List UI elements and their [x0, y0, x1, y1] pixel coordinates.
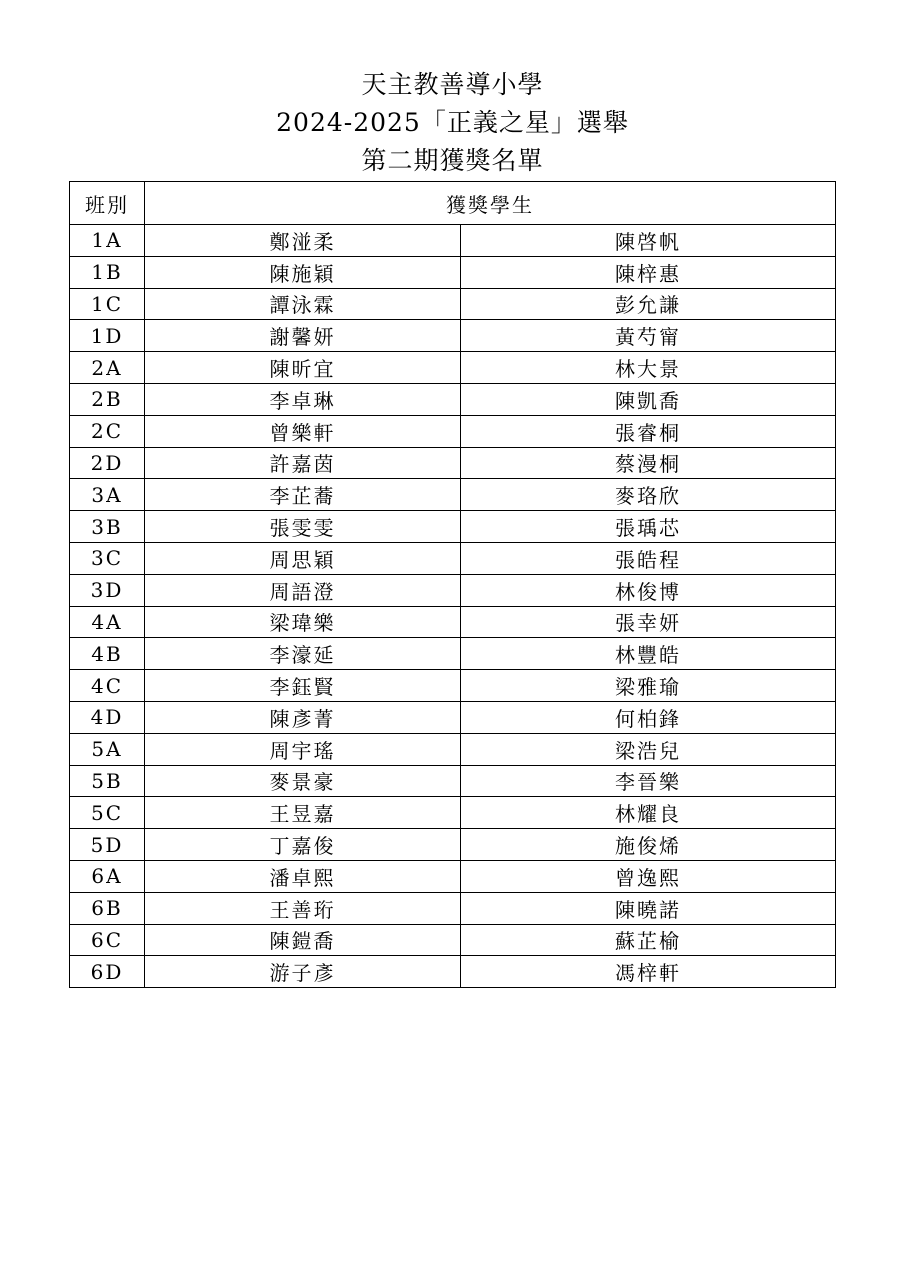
table-row [70, 415, 836, 447]
school-name: 天主教善導小學 [361, 70, 544, 99]
student-cell: 陳鎧喬 [145, 924, 461, 956]
class-cell: 6C [70, 924, 145, 956]
table-row [70, 511, 836, 543]
table-row [70, 225, 836, 257]
student-cell: 施俊烯 [461, 829, 836, 861]
class-cell: 4D [70, 701, 145, 733]
student-cell: 梁浩兒 [461, 733, 836, 765]
student-cell: 何柏鋒 [461, 701, 836, 733]
student-cell: 王善珩 [145, 892, 461, 924]
student-cell: 林耀良 [461, 797, 836, 829]
table-row [70, 956, 836, 988]
student-cell: 鄭湴柔 [145, 225, 461, 257]
document-header [0, 66, 905, 180]
table-row [70, 733, 836, 765]
class-cell: 6A [70, 860, 145, 892]
class-cell: 4A [70, 606, 145, 638]
class-cell: 3D [70, 574, 145, 606]
student-cell: 譚泳霖 [145, 288, 461, 320]
student-cell: 許嘉茵 [145, 447, 461, 479]
student-cell: 曾逸熙 [461, 860, 836, 892]
header-class: 班別 [70, 182, 145, 225]
student-cell: 謝馨妍 [145, 320, 461, 352]
student-cell: 陳彥菁 [145, 701, 461, 733]
student-cell: 陳凱喬 [461, 383, 836, 415]
student-cell: 蔡漫桐 [461, 447, 836, 479]
student-cell: 梁瑋樂 [145, 606, 461, 638]
student-cell: 陳梓惠 [461, 256, 836, 288]
table-row [70, 383, 836, 415]
class-cell: 1A [70, 225, 145, 257]
table-row [70, 606, 836, 638]
table-row [70, 860, 836, 892]
list-title: 第二期獲獎名單 [361, 146, 544, 175]
student-cell: 周思穎 [145, 542, 461, 574]
table-row [70, 479, 836, 511]
student-cell: 李鈺賢 [145, 670, 461, 702]
student-cell: 蘇芷榆 [461, 924, 836, 956]
student-cell: 張睿桐 [461, 415, 836, 447]
student-cell: 周語澄 [145, 574, 461, 606]
student-cell: 李卓琳 [145, 383, 461, 415]
table-row [70, 256, 836, 288]
table-row [70, 670, 836, 702]
student-cell: 黃芍甯 [461, 320, 836, 352]
student-cell: 游子彥 [145, 956, 461, 988]
event-title: 2024-2025「正義之星」選舉 [276, 108, 629, 137]
table-row [70, 574, 836, 606]
class-cell: 1B [70, 256, 145, 288]
student-cell: 丁嘉俊 [145, 829, 461, 861]
student-cell: 李濠延 [145, 638, 461, 670]
award-table [69, 181, 836, 988]
table-row [70, 320, 836, 352]
student-cell: 陳施穎 [145, 256, 461, 288]
student-cell: 張瑀芯 [461, 511, 836, 543]
class-cell: 2B [70, 383, 145, 415]
class-cell: 6D [70, 956, 145, 988]
table-body [70, 225, 836, 988]
table-header-row [70, 182, 836, 225]
table-row [70, 288, 836, 320]
class-cell: 5C [70, 797, 145, 829]
student-cell: 彭允謙 [461, 288, 836, 320]
student-cell: 林豐皓 [461, 638, 836, 670]
class-cell: 5B [70, 765, 145, 797]
class-cell: 4B [70, 638, 145, 670]
table-row [70, 924, 836, 956]
table-row [70, 638, 836, 670]
class-cell: 2C [70, 415, 145, 447]
class-cell: 4C [70, 670, 145, 702]
table-row [70, 765, 836, 797]
student-cell: 麥珞欣 [461, 479, 836, 511]
student-cell: 麥景豪 [145, 765, 461, 797]
student-cell: 張雯雯 [145, 511, 461, 543]
table-row [70, 797, 836, 829]
table-row [70, 892, 836, 924]
student-cell: 周宇瑤 [145, 733, 461, 765]
class-cell: 3C [70, 542, 145, 574]
class-cell: 5D [70, 829, 145, 861]
student-cell: 張皓程 [461, 542, 836, 574]
student-cell: 馮梓軒 [461, 956, 836, 988]
student-cell: 張幸妍 [461, 606, 836, 638]
student-cell: 王昱嘉 [145, 797, 461, 829]
student-cell: 李晉樂 [461, 765, 836, 797]
class-cell: 3B [70, 511, 145, 543]
class-cell: 1D [70, 320, 145, 352]
table-row [70, 829, 836, 861]
class-cell: 1C [70, 288, 145, 320]
student-cell: 梁雅瑜 [461, 670, 836, 702]
student-cell: 陳曉諾 [461, 892, 836, 924]
student-cell: 林俊博 [461, 574, 836, 606]
header-students: 獲獎學生 [145, 182, 836, 225]
class-cell: 2A [70, 352, 145, 384]
table-row [70, 352, 836, 384]
student-cell: 陳啓帆 [461, 225, 836, 257]
student-cell: 陳昕宜 [145, 352, 461, 384]
student-cell: 林大景 [461, 352, 836, 384]
student-cell: 潘卓熙 [145, 860, 461, 892]
student-cell: 李芷蕎 [145, 479, 461, 511]
student-cell: 曾樂軒 [145, 415, 461, 447]
class-cell: 3A [70, 479, 145, 511]
class-cell: 2D [70, 447, 145, 479]
class-cell: 5A [70, 733, 145, 765]
class-cell: 6B [70, 892, 145, 924]
table-row [70, 542, 836, 574]
table-row [70, 701, 836, 733]
table-row [70, 447, 836, 479]
